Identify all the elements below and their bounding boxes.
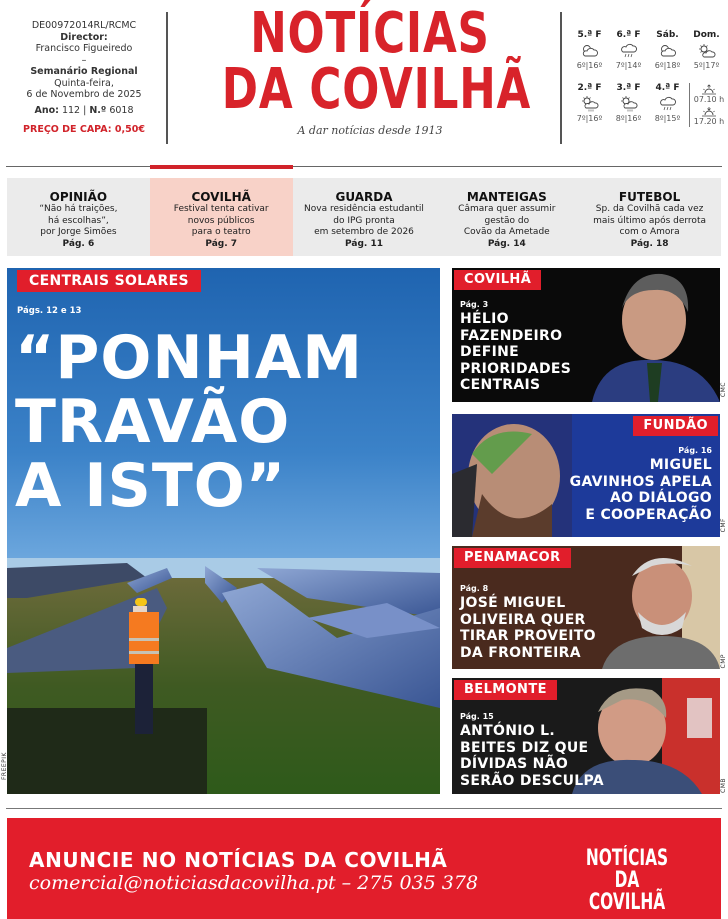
rain-cloud-icon	[609, 41, 648, 61]
sun-cloud-rain-icon	[570, 94, 609, 114]
header-rule	[6, 166, 722, 167]
temperature-range: 8º|15º	[654, 114, 681, 123]
teaser-line: gestão do	[484, 215, 530, 226]
temperature-range: 7º|14º	[615, 61, 642, 70]
rain-cloud-icon	[648, 94, 687, 114]
teaser-page: Pág. 7	[205, 238, 238, 249]
forecast-day	[648, 30, 687, 71]
teaser-line: há escolhas”,	[48, 215, 109, 226]
headline: HÉLIO FAZENDEIRO DEFINE PRIORIDADES CENTRAIS	[460, 311, 572, 393]
registry-number: DE00972014RL/RCMC	[31, 20, 137, 31]
teaser-section: FUTEBOL	[618, 190, 681, 204]
section-tag: PENAMACOR	[454, 548, 571, 568]
section-teasers	[7, 178, 721, 256]
headline: ANTÓNIO L. BEITES DIZ QUE DÍVIDAS NÃO SERÃO DESCULPA	[460, 723, 604, 789]
sun-behind-cloud-icon	[687, 41, 726, 61]
side-story-belmonte[interactable]	[452, 678, 720, 794]
section-tag: FUNDÃO	[633, 416, 718, 436]
headline: MIGUEL GAVINHOS APELA AO DIÁLOGO E COOPERAÇÃO	[569, 457, 712, 523]
teaser-line: mais último após derrota	[593, 215, 706, 226]
ad-title: ANUNCIE NO NOTÍCIAS DA COVILHÃ	[29, 848, 448, 872]
teaser-line: com o Amora	[619, 227, 680, 237]
section-tag: CENTRAIS SOLARES	[17, 270, 201, 292]
partly-cloudy-icon	[648, 41, 687, 61]
logo-line-2: DA COVILHÃ	[221, 57, 532, 122]
day-label: 6.ª F	[616, 30, 641, 40]
teaser-line: Sp. da Covilhã cada vez	[595, 204, 704, 214]
cover-price: PREÇO DE CAPA: 0,50€	[23, 124, 145, 135]
sunrise-icon	[690, 83, 728, 95]
side-story-penamacor[interactable]	[452, 546, 720, 669]
page-reference: Págs. 12 e 13	[17, 306, 82, 316]
day-label: 3.ª F	[616, 83, 641, 93]
weekday: Quinta-feira,	[54, 77, 114, 89]
active-section-indicator	[150, 165, 293, 169]
issue-label: N.º	[89, 104, 107, 116]
side-story-fundao[interactable]	[452, 414, 720, 537]
sunrise-time: 07.10 h	[693, 95, 725, 104]
photo-credit: CMC	[720, 382, 727, 398]
teaser-section: GUARDA	[335, 190, 393, 204]
page-reference: Pág. 3	[460, 300, 489, 309]
issue-date: 6 de Novembro de 2025	[26, 89, 142, 100]
section-tag: COVILHÃ	[454, 270, 541, 290]
teaser-line: do IPG pronta	[333, 215, 395, 226]
teaser-manteigas[interactable]	[435, 178, 578, 256]
temperature-range: 6º|18º	[654, 61, 681, 70]
teaser-line: Covão da Ametade	[463, 227, 550, 237]
day-label: 4.ª F	[655, 83, 680, 93]
publication-info	[8, 20, 160, 136]
sunset-time: 17.20 h	[693, 117, 725, 126]
forecast-day	[687, 30, 726, 71]
day-label: 5.ª F	[577, 30, 602, 40]
temperature-range: 8º|16º	[615, 114, 642, 123]
photo-credit: CMF	[720, 518, 727, 533]
sun-times	[689, 83, 728, 127]
forecast-day	[570, 30, 609, 71]
year-value: 112	[61, 104, 81, 116]
day-label: Dom.	[693, 30, 720, 40]
year-issue: Ano: 112 | N.º 6018	[34, 104, 134, 116]
day-label: 2.ª F	[577, 83, 602, 93]
masthead[interactable]	[180, 1, 560, 137]
solar-farm-photo	[7, 558, 440, 794]
publication-type: Semanário Regional	[30, 66, 138, 77]
side-story-covilha[interactable]	[452, 268, 720, 402]
dash-separator: –	[81, 54, 87, 66]
temperature-range: 5º|17º	[693, 61, 720, 70]
page-reference: Pág. 16	[678, 446, 712, 455]
weather-forecast	[570, 30, 728, 127]
day-label: Sáb.	[656, 30, 679, 40]
teaser-line: para o teatro	[191, 227, 251, 237]
headline: JOSÉ MIGUEL OLIVEIRA QUER TIRAR PROVEITO DA FRONTEIRA	[460, 595, 596, 661]
ad-logo: NOTÍCIAS DA COVILHÃ	[585, 846, 669, 915]
page-reference: Pág. 15	[460, 712, 494, 721]
main-story[interactable]	[7, 268, 440, 794]
teaser-section: COVILHÃ	[191, 190, 251, 204]
teaser-page: Pág. 11	[345, 238, 383, 249]
teaser-line: Festival tenta cativar	[173, 204, 269, 214]
issue-value: 6018	[109, 104, 134, 116]
tagline: A dar notícias desde 1913	[297, 124, 443, 137]
photo-credit: CMP	[720, 654, 727, 669]
forecast-day	[609, 83, 648, 127]
director-label: Director:	[60, 31, 108, 43]
teaser-line: “Não há traições,	[39, 204, 118, 214]
advertising-banner[interactable]	[7, 818, 721, 919]
teaser-page: Pág. 6	[62, 238, 95, 249]
portrait-photo	[592, 268, 720, 402]
year-label: Ano:	[34, 104, 59, 116]
sun-cloud-rain-icon	[609, 94, 648, 114]
divider	[166, 12, 168, 144]
photo-credit: CMB	[720, 778, 727, 793]
teaser-line: em setembro de 2026	[314, 227, 414, 237]
section-tag: BELMONTE	[454, 680, 557, 700]
forecast-day	[609, 30, 648, 71]
temperature-range: 7º|16º	[576, 114, 603, 123]
teaser-opiniao[interactable]	[7, 178, 150, 256]
main-headline: “PONHAM TRAVÃO A ISTO”	[15, 323, 363, 521]
page-reference: Pág. 8	[460, 584, 489, 593]
divider	[560, 12, 562, 144]
forecast-day	[570, 83, 609, 127]
temperature-range: 6º|16º	[576, 61, 603, 70]
forecast-day	[648, 83, 687, 127]
teaser-line: Nova residência estudantil	[304, 204, 424, 214]
teaser-line: novos públicos	[187, 215, 255, 226]
partly-cloudy-icon	[570, 41, 609, 61]
teaser-page: Pág. 18	[630, 238, 669, 249]
teaser-futebol[interactable]	[578, 178, 721, 256]
footer-rule	[6, 808, 722, 809]
sunset-icon	[690, 105, 728, 117]
teaser-line: Câmara quer assumir	[458, 204, 556, 214]
teaser-section: MANTEIGAS	[466, 190, 547, 204]
ad-contact[interactable]: comercial@noticiasdacovilha.pt – 275 035 378	[29, 872, 479, 894]
teaser-covilha[interactable]	[150, 178, 293, 256]
director-name: Francisco Figueiredo	[35, 43, 133, 54]
logo-line-1: NOTÍCIAS	[250, 1, 490, 66]
teaser-line: por Jorge Simões	[40, 227, 117, 237]
teaser-guarda[interactable]	[293, 178, 436, 256]
portrait-photo	[452, 414, 572, 537]
photo-credit: FREEPIK	[1, 752, 8, 781]
portrait-photo	[602, 546, 720, 669]
teaser-page: Pág. 14	[487, 238, 526, 249]
teaser-section: OPINIÃO	[49, 190, 108, 204]
